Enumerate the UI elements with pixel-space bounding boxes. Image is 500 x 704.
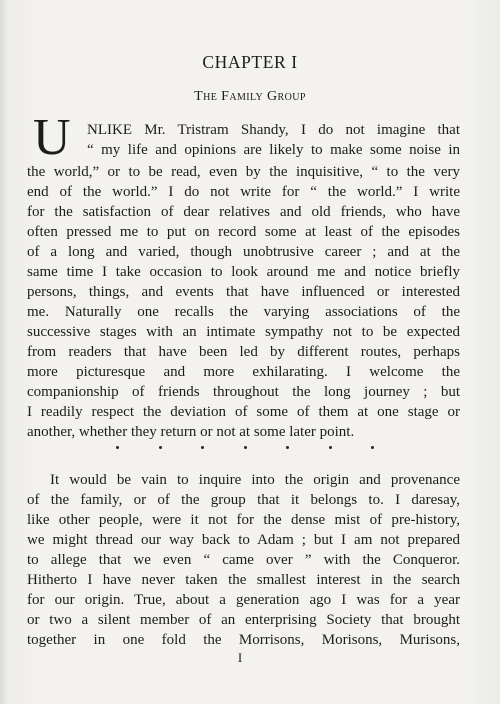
separator-dot <box>244 446 247 449</box>
paragraph-1-line-13: more picturesque and more exhilarating. I welcome the <box>27 364 460 380</box>
paragraph-1-line-3: the world,” or to be read, even by the inquisitive, “ to the very <box>27 164 460 180</box>
paragraph-2-line-1: It would be vain to inquire into the origin and provenance <box>50 472 460 488</box>
separator-dot <box>116 446 119 449</box>
separator-dot <box>329 446 332 449</box>
paragraph-1-line-5: for the satisfaction of dear relatives and old friends, who have <box>27 204 460 220</box>
page-number: I <box>237 650 243 665</box>
drop-cap: U <box>33 109 71 166</box>
paragraph-1-line-4: end of the world.” I do not write for “ the world.” I write <box>27 184 460 200</box>
paragraph-1-line-15: I readily respect the deviation of some of them at one stage or <box>27 404 460 420</box>
paragraph-1-line-7: of a long and varied, though unobtrusive career ; and at the <box>27 244 460 260</box>
paragraph-2-line-3: like other people, were it not for the dense mist of pre-history, <box>27 512 460 528</box>
paragraph-2-line-7: for our origin. True, about a generation ago I was for a year <box>27 592 460 608</box>
paragraph-2-line-4: we might thread our way back to Adam ; but I am not prepared <box>27 532 460 548</box>
paragraph-2-line-2: of the family, or of the group that it belongs to. I daresay, <box>27 492 460 508</box>
paragraph-2-line-5: to allege that we even “ came over ” with the Conqueror. <box>27 552 460 568</box>
paragraph-1-line-16: another, whether they return or not at some later point. <box>27 424 355 440</box>
paragraph-1-line-9: persons, things, and events that have influenced or interested <box>27 284 460 300</box>
paragraph-2-line-6: Hitherto I have never taken the smallest interest in the search <box>27 572 460 588</box>
paragraph-1-line-14: companionship of friends throughout the long journey ; but <box>27 384 460 400</box>
separator-dot <box>286 446 289 449</box>
paragraph-1-line-6: often pressed me to put on record some at least of the episodes <box>27 224 460 240</box>
paragraph-1-line-11: successive stages with an intimate sympathy not to be expected <box>27 324 460 340</box>
separator-dot <box>371 446 374 449</box>
chapter-heading: CHAPTER I <box>202 52 298 72</box>
paragraph-1-line-2: “ my life and opinions are likely to make some noise in <box>87 142 460 158</box>
separator-dot <box>201 446 204 449</box>
paragraph-1-line-8: same time I take occasion to look around me and notice briefly <box>27 264 460 280</box>
paragraph-1-line-1: NLIKE Mr. Tristram Shandy, I do not imagine that <box>87 122 460 138</box>
paragraph-2-line-9: together in one fold the Morrisons, Morisons, Murisons, <box>27 632 460 648</box>
paragraph-2-line-8: or two a silent member of an enterprising Society that brought <box>27 612 460 628</box>
paragraph-1-line-10: me. Naturally one recalls the varying associations of the <box>27 304 460 320</box>
paragraph-1-line-12: from readers that have been led by different routes, perhaps <box>27 344 460 360</box>
section-separator <box>116 446 374 449</box>
section-heading: The Family Group <box>194 89 306 104</box>
separator-dot <box>159 446 162 449</box>
